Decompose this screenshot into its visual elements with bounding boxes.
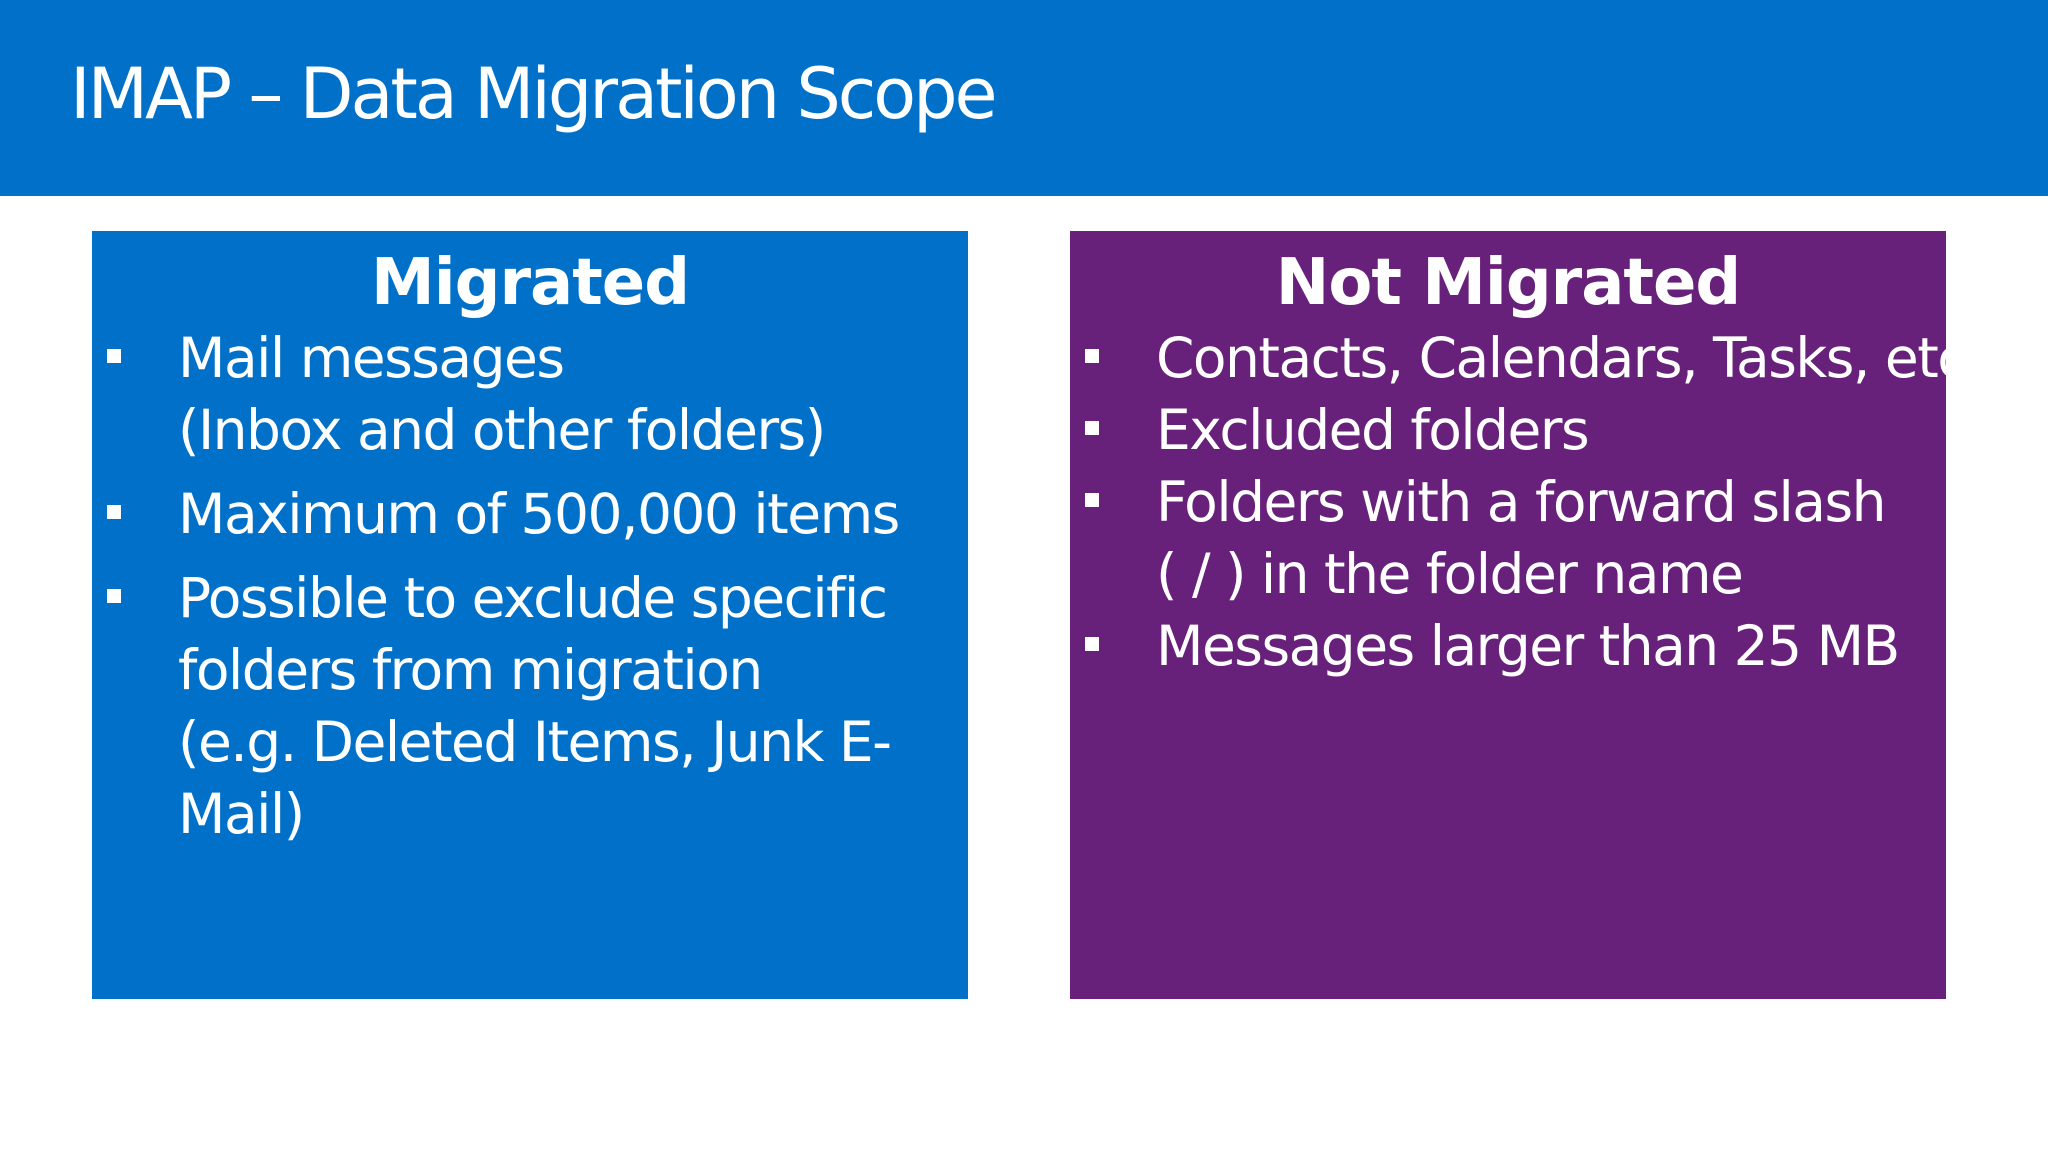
migrated-heading: Migrated	[371, 246, 689, 320]
not-migrated-list	[1070, 322, 1982, 682]
not-migrated-heading: Not Migrated	[1275, 246, 1741, 320]
list-item	[92, 322, 968, 466]
square-bullet-icon	[107, 349, 121, 363]
list-item-line: (Inbox and other folders)	[178, 398, 825, 462]
list-item-line: Possible to exclude specific	[178, 566, 887, 630]
list-item	[1070, 610, 1946, 682]
square-bullet-icon	[1085, 421, 1099, 435]
not-migrated-panel	[1070, 231, 1982, 999]
title-bar	[0, 0, 2048, 196]
square-bullet-icon	[1085, 637, 1099, 651]
square-bullet-icon	[107, 589, 121, 603]
migrated-list	[92, 322, 968, 862]
list-item	[92, 562, 968, 850]
list-item	[1070, 394, 1946, 466]
list-item-line: Folders with a forward slash	[1156, 470, 1885, 534]
list-item-line: Contacts, Calendars, Tasks, etc.	[1156, 326, 1982, 390]
square-bullet-icon	[1085, 349, 1099, 363]
list-item-line: Mail messages	[178, 326, 564, 390]
list-item	[1070, 322, 1982, 394]
list-item-line: ( / ) in the folder name	[1156, 542, 1743, 606]
slide-title: IMAP – Data Migration Scope	[70, 53, 995, 135]
square-bullet-icon	[1085, 493, 1099, 507]
list-item-line: Messages larger than 25 MB	[1156, 614, 1899, 678]
list-item-line: Mail)	[178, 782, 304, 846]
migrated-panel	[92, 231, 968, 999]
list-item-line: (e.g. Deleted Items, Junk E-	[178, 710, 891, 774]
square-bullet-icon	[107, 505, 121, 519]
list-item	[1070, 466, 1946, 610]
list-item-line: Maximum of 500,000 items	[178, 482, 899, 546]
list-item-line: folders from migration	[178, 638, 762, 702]
list-item-line: Excluded folders	[1156, 398, 1589, 462]
list-item	[92, 478, 968, 550]
